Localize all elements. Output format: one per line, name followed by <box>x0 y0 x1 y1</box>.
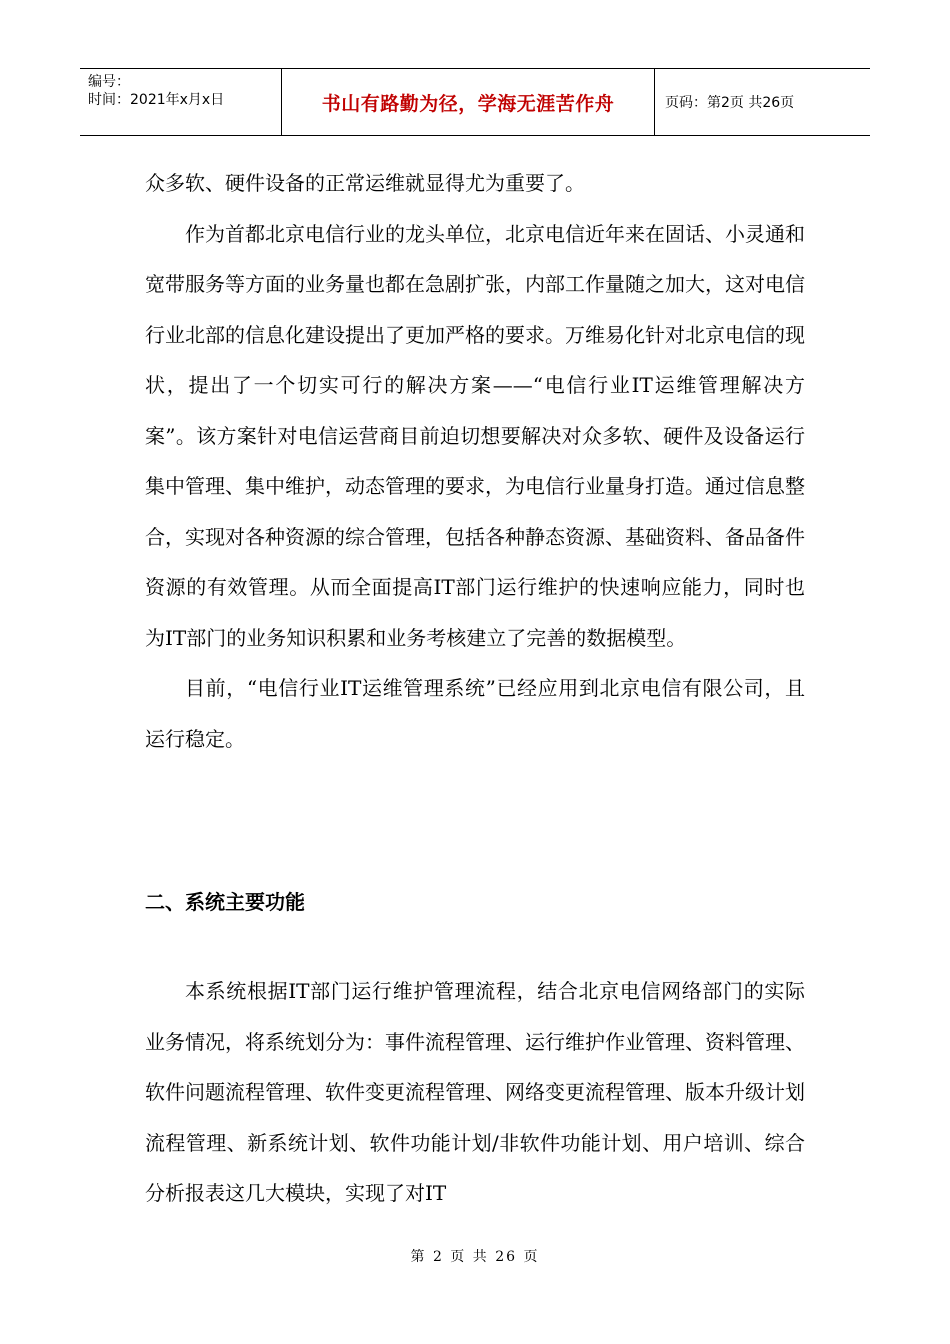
document-number-label: 编号： <box>88 74 130 90</box>
header-meta <box>80 69 282 135</box>
page-header <box>80 68 870 136</box>
section-body <box>145 966 805 1219</box>
page-footer: 第 2 页 共 26 页 <box>410 1249 540 1265</box>
document-date: 时间：2021年x月x日 <box>88 92 225 108</box>
header-page-info: 页码：第2页 共26页 <box>665 95 795 111</box>
section-heading: 二、系统主要功能 <box>145 890 305 914</box>
paragraph: 作为首都北京电信行业的龙头单位，北京电信近年来在固话、小灵通和宽带服务等方面的业务量也都在急剧扩张，内部工作量随之加大，这对电信行业北部的信息化建设提出了更加严格的要求。万维易化针对北京电信的现状，提出了一个切实可行的解决方案——“电信行业IT运维管理解决方案”。该方案针对电信运营商目前迫切想要解决对众多软、硬件及设备运行集中管理、集中维护，动态管理的要求，为电信行业量身打造。通过信息整合，实现对各种资源的综合管理，包括各种静态资源、基础资料、备品备件资源的有效管理。从而全面提高IT部门运行维护的快速响应能力，同时也为IT部门的业务知识积累和业务考核建立了完善的数据模型。 <box>145 221 805 650</box>
paragraph: 本系统根据IT部门运行维护管理流程，结合北京电信网络部门的实际业务情况，将系统划分为：事件流程管理、运行维护作业管理、资料管理、软件问题流程管理、软件变更流程管理、网络变更流程管理、版本升级计划流程管理、新系统计划、软件功能计划/非软件功能计划、用户培训、综合分析报表这几大模块，实现了对IT <box>145 979 805 1205</box>
header-motto: 书山有路勤为径，学海无涯苦作舟 <box>282 69 655 135</box>
document-body <box>145 158 805 764</box>
paragraph-continued: 众多软、硬件设备的正常运维就显得尤为重要了。 <box>145 171 585 195</box>
paragraph: 目前，“电信行业IT运维管理系统”已经应用到北京电信有限公司，且运行稳定。 <box>145 676 805 751</box>
